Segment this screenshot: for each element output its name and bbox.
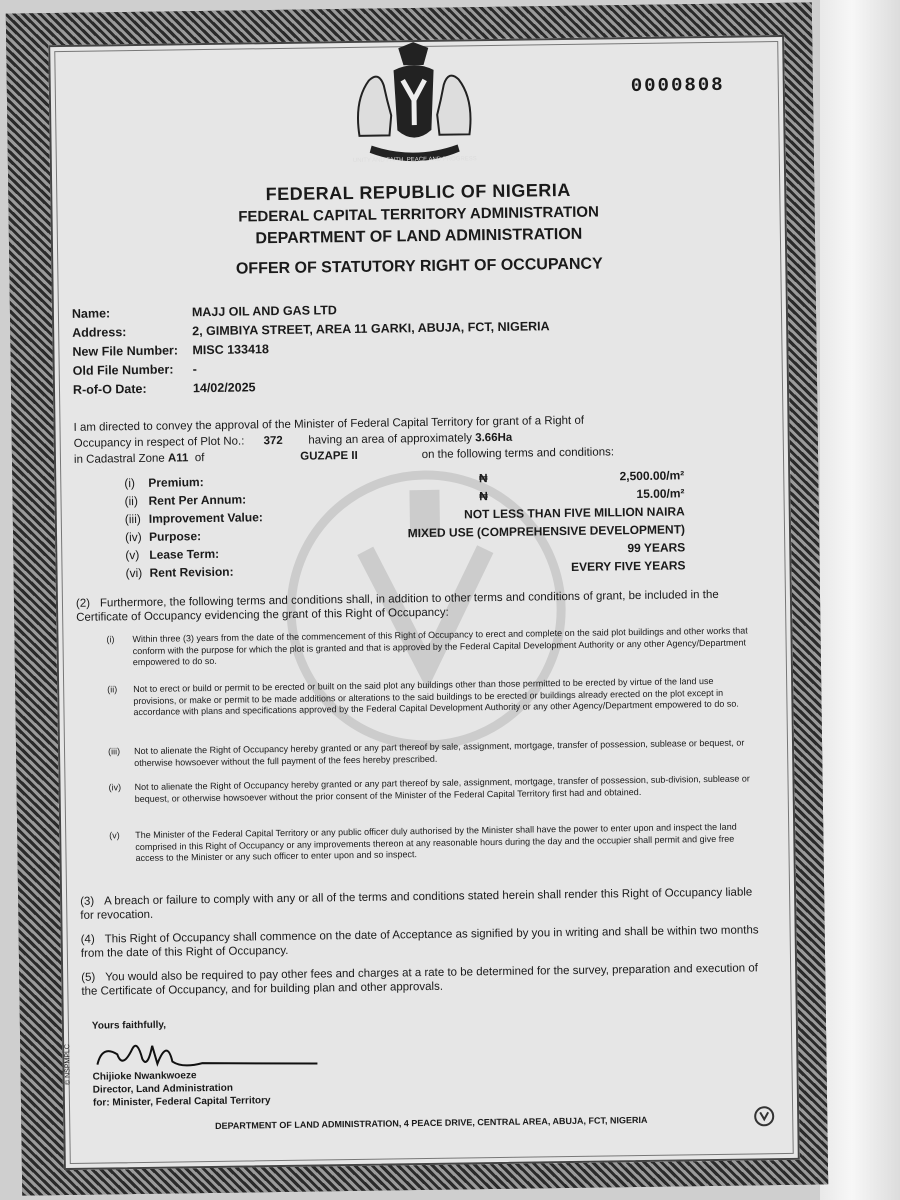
- coat-of-arms-motto: UNITY AND FAITH, PEACE AND PROGRESS: [352, 156, 477, 164]
- field-label: Name:: [71, 306, 111, 321]
- serial-number: 0000808: [630, 73, 725, 98]
- paragraph-text: Furthermore, the following terms and conditions shall, in addition to other terms and conditions of grant, be included in the Certificate of Occupancy evidencing the grant of this Right of Occupancy:: [76, 588, 719, 624]
- plot-number: 372: [263, 434, 283, 448]
- handwritten-signature: [92, 1031, 323, 1079]
- term-label: Purpose:: [148, 529, 202, 544]
- paragraph-text: This Right of Occupancy shall commence on the date of Acceptance as signified by you in writing and shall be within two months from the date of this Right of Occupancy.: [80, 924, 759, 960]
- document-title: OFFER OF STATUTORY RIGHT OF OCCUPANCY: [235, 255, 603, 278]
- term-label: Rent Revision:: [149, 564, 234, 580]
- printer-mark: © NSPMPLC: [64, 1044, 72, 1086]
- applicant-fields: [72, 300, 551, 402]
- subterm-number: (iv): [108, 782, 122, 793]
- paragraph-2: [76, 587, 756, 624]
- intro-terms-label: on the following terms and conditions:: [421, 446, 615, 462]
- field-value: MISC 133418: [192, 342, 269, 358]
- signatory-name: Chijioke Nwankwoeze: [92, 1070, 197, 1083]
- subterm-text: The Minister of the Federal Capital Territory or any public officer duly authorised by the Minister shall have the power to enter upon and inspect the land comprised in this Right of Occupancy or any improvements thereon at any reasonable hours during the day and the occupier shall permit and give free access to the Minister or any such officer to enter upon and so inspect.: [135, 821, 737, 864]
- subterm-5: [109, 821, 759, 865]
- term-value: MIXED USE (COMPREHENSIVE DEVELOPMENT): [407, 522, 686, 541]
- term-value: 2,500.00/m²: [619, 468, 685, 484]
- intro-of: of: [194, 452, 205, 465]
- paragraph-text: You would also be required to pay other fees and charges at a rate to be determined for the survey, preparation and execution of the Certificate of Occupancy, and for building plan and other approvals.: [81, 962, 758, 998]
- currency-symbol: ₦: [478, 471, 488, 486]
- plastic-sleeve: [820, 0, 900, 1200]
- subterm-1: [106, 625, 756, 669]
- cadastral-zone: A11: [167, 452, 189, 465]
- term-number: (v): [125, 547, 140, 563]
- coat-of-arms-icon: [338, 39, 490, 171]
- term-value: 15.00/m²: [636, 486, 685, 502]
- term-number: (iii): [124, 511, 141, 527]
- certificate-paper: [48, 35, 800, 1170]
- heading-department: DEPARTMENT OF LAND ADMINISTRATION: [255, 225, 583, 248]
- term-label: Improvement Value:: [148, 510, 263, 526]
- currency-symbol: ₦: [479, 489, 488, 504]
- intro-plot-label: Occupancy in respect of Plot No.:: [73, 435, 245, 450]
- paragraph-number: (3): [80, 895, 95, 908]
- district-name: GUZAPE II: [300, 449, 358, 463]
- heading-fcta: FEDERAL CAPITAL TERRITORY ADMINISTRATION: [238, 203, 599, 226]
- paragraph-number: (4): [80, 933, 95, 946]
- footer-address: DEPARTMENT OF LAND ADMINISTRATION, 4 PEACE DRIVE, CENTRAL AREA, ABUJA, FCT, NIGERIA: [214, 1114, 648, 1131]
- intro-zone-label: in Cadastral Zone: [73, 452, 165, 466]
- subterm-number: (i): [106, 634, 115, 645]
- subterm-number: (v): [109, 830, 120, 841]
- term-number: (iv): [124, 529, 142, 545]
- signatory-title: Director, Land Administration: [92, 1082, 234, 1096]
- field-label: Address:: [72, 325, 127, 340]
- field-value: -: [192, 362, 197, 377]
- subterm-2: [107, 675, 757, 719]
- intro-paragraph: [73, 410, 754, 467]
- subterm-number: (ii): [107, 684, 118, 695]
- paragraph-number: (2): [75, 597, 91, 610]
- intro-area-label: having an area of approximately: [308, 432, 473, 447]
- term-number: (ii): [124, 493, 138, 509]
- term-label: Premium:: [148, 475, 204, 490]
- subterm-3: [108, 737, 758, 769]
- field-value: 14/02/2025: [192, 380, 256, 396]
- signatory-for: for: Minister, Federal Capital Territory: [92, 1095, 271, 1109]
- subterm-number: (iii): [107, 746, 121, 757]
- field-value: 2, GIMBIYA STREET, AREA 11 GARKI, ABUJA, FCT, NIGERIA: [192, 319, 550, 339]
- paragraph-text: A breach or failure to comply with any or all of the terms and conditions stated herein shall render this Right of Occupancy liable for revocation.: [80, 886, 753, 922]
- term-number: (i): [124, 476, 136, 491]
- term-label: Rent Per Annum:: [148, 492, 247, 508]
- term-label: Lease Term:: [149, 546, 220, 562]
- plot-area: 3.66Ha: [475, 431, 513, 445]
- heading-republic: FEDERAL REPUBLIC OF NIGERIA: [265, 179, 571, 205]
- field-label: Old File Number:: [72, 362, 174, 378]
- field-label: R-of-O Date:: [72, 381, 147, 397]
- term-number: (vi): [125, 565, 143, 581]
- term-value: NOT LESS THAN FIVE MILLION NAIRA: [464, 504, 685, 522]
- term-value: 99 YEARS: [627, 540, 686, 556]
- intro-line-1: I am directed to convey the approval of the Minister of Federal Capital Territory for grant of a Right of: [73, 414, 585, 434]
- subterm-text: Not to erect or build or permit to be erected or built on the said plot any buildings other than those permitted to be erected by virtue of the land use provisions, or make or permit to be made additions or alterations to the said buildings to be erected or buildings already erected on the plot except in accordance with plans and specifications approved by the Federal Capital Development Authority or any other Agency/Department empowered to do so.: [133, 675, 739, 718]
- paragraph-number: (5): [81, 971, 96, 984]
- closing-text: Yours faithfully,: [91, 1019, 167, 1032]
- term-value: EVERY FIVE YEARS: [570, 558, 686, 574]
- subterm-text: Not to alienate the Right of Occupancy hereby granted or any part thereof by sale, assignment, mortgage, transfer of possession, sublease or bequest, or otherwise howsoever without the full payment of the fees hereby prescribed.: [133, 737, 745, 768]
- small-emblem-icon: [753, 1105, 775, 1127]
- subterm-text: Within three (3) years from the date of the commencement of this Right of Occupancy to erect and complete on the said plot buildings and other works that conform with the purpose for which the plot is granted and that is approved by the Federal Capital Development Authority or any other Agency/Department empowered to do so.: [132, 625, 748, 668]
- paragraph-4: [81, 923, 761, 960]
- terms-list: [124, 468, 685, 584]
- field-label: New File Number:: [72, 343, 179, 359]
- paragraph-5: [81, 961, 761, 998]
- subterm-text: Not to alienate the Right of Occupancy hereby granted or any part thereof by sale, assignment, mortgage, transfer of possession, sub-division, sublease or bequest, or otherwise howsoever without the prior consent of the Minister of the Federal Capital Territory first had and obtained.: [134, 773, 750, 804]
- paragraph-3: [80, 885, 760, 922]
- subterm-4: [108, 773, 758, 805]
- field-value: MAJJ OIL AND GAS LTD: [191, 303, 337, 320]
